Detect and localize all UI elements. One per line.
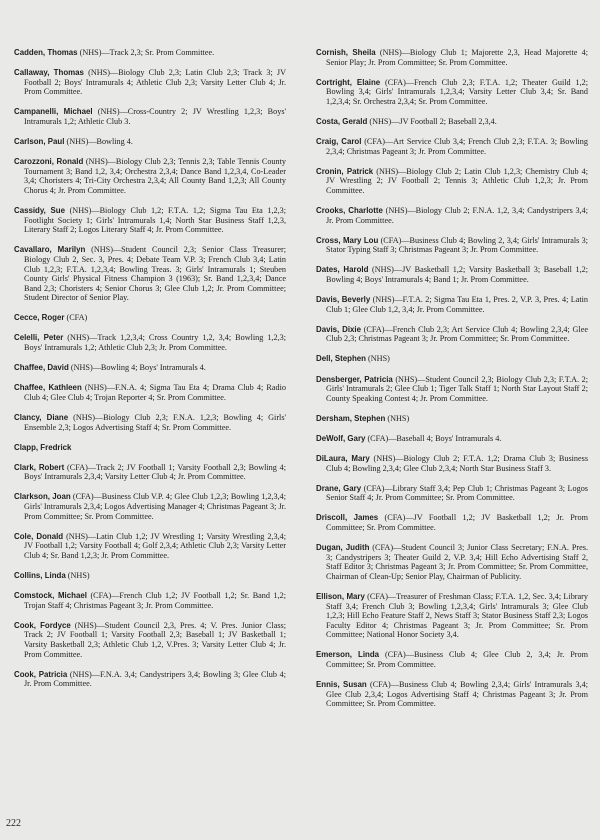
student-activities: (CFA)—Treasurer of Freshman Class; F.T.A. 1,2, Sec. 3,4; Library Staff 3,4; French Club 3; Bowling 1,2,3,4; Girls' Intramurals 3; Glee Club 1,2,3; Hill Echo Feature Staff 2, News Staff 3; Stator Business Staff 2,3; Logos Faculty Editor 4; Christmas Pageant 3; Jr. Prom Committee; Sr. Prom Committee; National Honor Society 3,4.: [326, 591, 588, 640]
senior-entry: [14, 621, 286, 659]
student-name: Costa, Gerald: [316, 116, 368, 126]
senior-entry: [14, 68, 286, 97]
student-activities: (CFA)—French Club 2,3; F.T.A. 1,2; Theater Guild 1,2; Bowling 3,4; Girls' Intramurals 1,2,3,4; Varsity Letter Club 3,4; Sr. Band 1,2,3,4; Sr. Orchestra 2,3,4; Sr. Prom Committee.: [326, 77, 588, 106]
senior-entry: [14, 206, 286, 235]
senior-entry: [316, 78, 588, 107]
student-activities: (NHS)—Bowling 4.: [64, 137, 133, 147]
student-name: Callaway, Thomas: [14, 68, 84, 78]
student-activities: (NHS)—F.N.A. 3,4; Candystripers 3,4; Bowling 3; Glee Club 4; Jr. Prom Committee.: [24, 669, 286, 689]
student-activities: (NHS)—F.T.A. 2; Sigma Tau Eta 1, Pres. 2, V.P. 3, Pres. 4; Latin Club 1; Glee Club 1,2, 3,4; Jr. Prom Committee.: [326, 295, 588, 314]
student-activities: (NHS)—F.N.A. 4; Sigma Tau Eta 4; Drama Club 4; Radio Club 4; Glee Club 4; Trojan Reporter 4; Sr. Prom Committee.: [24, 383, 286, 402]
student-name: Dersham, Stephen: [316, 413, 386, 423]
student-name: Cortright, Elaine: [316, 77, 381, 87]
senior-entry: [14, 245, 286, 303]
student-activities: (CFA)—French Club 1,2; JV Football 1,2; Sr. Band 1,2; Trojan Staff 4; Christmas Pageant 3; Jr. Prom Committee.: [24, 591, 286, 610]
student-name: Ennis, Susan: [316, 680, 367, 690]
student-activities: (NHS)—JV Football 2; Baseball 2,3,4.: [367, 116, 497, 126]
student-activities: (CFA)—French Club 2,3; Art Service Club 4; Bowling 2,3,4; Glee Club 2,3; Christmas Pageant 3; Jr. Prom Committee; Sr. Prom Committee.: [326, 324, 588, 344]
student-name: Ellison, Mary: [316, 591, 365, 601]
senior-entry: [316, 354, 588, 364]
student-activities: (CFA)—Library Staff 3,4; Pep Club 1; Christmas Pageant 3; Logos Senior Staff 4; Jr. Prom Committee; Sr. Prom Committee.: [326, 483, 588, 503]
student-name: Cecce, Roger: [14, 313, 65, 323]
student-name: Cassidy, Sue: [14, 206, 66, 216]
right-column: [316, 48, 588, 719]
student-name: Clapp, Fredrick: [14, 442, 72, 452]
senior-entry: [14, 383, 286, 402]
student-name: Cronin, Patrick: [316, 166, 374, 176]
student-name: Craig, Carol: [316, 137, 362, 147]
senior-entry: [14, 463, 286, 482]
senior-entry: [316, 117, 588, 127]
senior-entry: [316, 592, 588, 640]
senior-entry: [14, 571, 286, 581]
student-activities: (NHS)—Student Council 2,3; Senior Class Treasurer; Biology Club 2, Sec. 3, Pres. 4; Debate Team V.P. 3; French Club 3,4; Latin Club 1,2,3; F.T.A. 1,2,3,4; Bowling Treas. 3; Girls' Intramurals 1; Steuben County Girls' Physical Fitness Champion 3 (1963); Sr. Band 1,2,3,4; Dance Band 2,3; Choristers 4; Senior Chorus 3; Glee Club 1,2; Jr. Prom Committee; Student Director of Senior Play.: [24, 245, 286, 303]
student-name: Chaffee, David: [14, 363, 69, 373]
student-activities: (CFA)—Baseball 4; Boys' Intramurals 4.: [365, 433, 502, 443]
student-name: Cornish, Sheila: [316, 48, 376, 57]
student-activities: (NHS)—Track 1,2,3,4; Cross Country 1,2, 3,4; Bowling 1,2,3; Boys' Intramurals 1,2; Athletic Club 2,3; Jr. Prom Committee.: [24, 333, 286, 353]
senior-entry: [316, 454, 588, 473]
student-name: Cook, Fordyce: [14, 620, 71, 630]
student-name: Emerson, Linda: [316, 650, 380, 660]
senior-entry: [14, 591, 286, 610]
senior-entry: [316, 414, 588, 424]
left-column: [14, 48, 286, 699]
senior-entry: [316, 543, 588, 581]
senior-entry: [316, 48, 588, 67]
student-name: Celelli, Peter: [14, 333, 64, 343]
student-activities: (NHS)—Track 2,3; Sr. Prom Committee.: [77, 48, 215, 57]
senior-entry: [316, 295, 588, 314]
student-activities: (NHS)—Biology Club 2; F.T.A. 1,2; Drama Club 3; Business Club 4; Bowling 2,3,4; Glee Club 2,3,4; North Star Business Staff 3.: [326, 454, 589, 473]
student-activities: (NHS)—Student Council 2,3; Biology Club 2,3; F.T.A. 2; Girls' Intramurals 2; Glee Club 1; Tiger Talk Staff 1; North Star Layout Staff 2; County Speaking Contest 4; Jr. Prom Committee.: [326, 374, 588, 403]
student-activities: (NHS)—Bowling 4; Boys' Intramurals 4.: [68, 363, 206, 373]
student-name: Carozzoni, Ronald: [14, 157, 84, 167]
student-activities: (CFA)—Art Service Club 3,4; French Club 2,3; F.T.A. 3; Bowling 2,3,4; Christmas Pageant 3; Jr. Prom Committee.: [326, 137, 588, 156]
student-name: Drane, Gary: [316, 483, 362, 493]
senior-entry: [316, 650, 588, 669]
student-name: Collins, Linda: [14, 570, 66, 580]
student-activities: (NHS): [385, 413, 410, 423]
student-name: Cook, Patricia: [14, 669, 68, 679]
student-activities: (NHS)—Biology Club 2,3; Tennis 2,3; Table Tennis County Tournament 3; Band 1,2, 3,4; Orchestra 2,3,4; Dance Band 1,2,3,4, Co-Leader 3,4; Choristers 4; Tri-City Orchestra 2,3,4; All County Band 1,2,3; All County Chorus 4; Jr. Prom Committee.: [24, 157, 286, 195]
student-activities: (CFA): [64, 313, 88, 323]
senior-entry: [14, 532, 286, 561]
student-name: Carlson, Paul: [14, 137, 65, 147]
student-name: Densberger, Patricia: [316, 374, 393, 384]
student-name: Driscoll, James: [316, 513, 379, 523]
student-activities: (CFA)—Business Club 4; Bowling 2, 3,4; Girls' Intramurals 3; Stator Typing Staff 3; Christmas Pageant 3; Jr. Prom Committee.: [326, 235, 588, 255]
student-activities: (NHS)—Cross-Country 2; JV Wrestling 1,2,3; Boys' Intramurals 1,2; Athletic Club 3.: [24, 107, 286, 126]
student-activities: (NHS): [65, 570, 90, 580]
senior-entry: [316, 236, 588, 255]
senior-entry: [14, 443, 286, 453]
senior-entry: [316, 265, 588, 284]
senior-entry: [316, 206, 588, 225]
senior-entry: [14, 333, 286, 352]
student-name: DiLaura, Mary: [316, 454, 370, 464]
student-activities: (NHS)—Biology Club 2; Latin Club 1,2,3; Chemistry Club 4; JV Wrestling 2; JV Football 2; Tennis 3; Athletic Club 1,2,3; Jr. Prom Committee.: [326, 166, 588, 195]
student-name: Dell, Stephen: [316, 354, 366, 364]
student-activities: (NHS)—Biology Club 1; Majorette 2,3, Head Majorette 4; Senior Play; Jr. Prom Committee; Sr. Prom Committee.: [326, 48, 588, 67]
student-name: Cross, Mary Lou: [316, 235, 379, 245]
student-activities: (NHS)—Biology Club 2; F.N.A. 1,2, 3,4; Candystripers 3,4; Jr. Prom Committee.: [326, 206, 588, 225]
student-name: Crooks, Charlotte: [316, 206, 383, 216]
student-activities: (CFA)—Track 2; JV Football 1; Varsity Football 2,3; Bowling 4; Boys' Intramurals 2,3,4; Varsity Letter Club 4; Jr. Prom Committee.: [24, 462, 286, 482]
student-name: Comstock, Michael: [14, 591, 87, 601]
student-name: Clancy, Diane: [14, 412, 69, 422]
page-number: 222: [6, 818, 21, 829]
student-activities: (NHS)—Latin Club 1,2; JV Wrestling 1; Varsity Wrestling 2,3,4; JV Football 1,2; Varsity Football 4; Golf 2,3,4; Athletic Club 2,3; Varsity Letter Club 4; Sr. Band 1,2,3; Jr. Prom Committee.: [24, 531, 286, 560]
student-name: Davis, Dixie: [316, 324, 361, 334]
student-activities: (CFA)—Business Club V.P. 4; Glee Club 1,2,3; Bowling 1,2,3,4; Girls' Intramurals 2,3,4; Logos Advertising Manager 4; Christmas Pageant 3; Jr. Prom Committee; Sr. Prom Committee.: [24, 492, 286, 521]
senior-entry: [14, 492, 286, 521]
senior-entry: [316, 375, 588, 404]
senior-entry: [14, 363, 286, 373]
senior-entry: [14, 157, 286, 195]
student-name: Cadden, Thomas: [14, 48, 78, 57]
student-name: Dates, Harold: [316, 265, 369, 275]
student-name: Davis, Beverly: [316, 295, 371, 305]
student-activities: (CFA)—Business Club 4; Bowling 2,3,4; Girls' Intramurals 3,4; Glee Club 2,3,4; Logos Advertising Staff 4; Christmas Pageant 3; Jr. Prom Committee; Sr. Prom Committee.: [326, 680, 588, 709]
student-activities: (CFA)—JV Football 1,2; JV Basketball 1,2; Jr. Prom Committee; Sr. Prom Committee.: [326, 513, 588, 532]
senior-entry: [316, 167, 588, 196]
senior-entry: [14, 313, 286, 323]
student-activities: (NHS): [365, 354, 390, 364]
student-activities: (CFA)—Student Council 3; Junior Class Secretary; F.N.A. Pres. 3; Candystripers 3; Theater Guild 2, V.P. 3,4; Hill Echo Advertising Staff 2, Staff Editor 3; Christmas Pageant 3; Jr. Prom Committee; Sr. Prom Committee, Chairman of Clean-Up; Senior Play, Chairman of Publicity.: [326, 543, 588, 581]
senior-entry: [14, 413, 286, 432]
senior-entry: [316, 484, 588, 503]
student-name: Clark, Robert: [14, 462, 65, 472]
student-activities: (NHS)—JV Basketball 1,2; Varsity Basketball 3; Baseball 1,2; Bowling 4; Boys' Intramurals 4; Band 1; Jr. Prom Committee.: [326, 265, 589, 284]
senior-entry: [316, 680, 588, 709]
student-name: Cavallaro, Marilyn: [14, 245, 86, 255]
student-activities: (NHS)—Student Council 2,3, Pres. 4; V. Pres. Junior Class; Track 2; JV Football 1; Varsity Football 2,3; Baseball 1; JV Basketball 1; Varsity Basketball 2,3; Athletic Club 1,2, V.Pres. 3; Varsity Letter Club 4; Jr. Prom Committee.: [24, 620, 286, 659]
student-activities: (NHS)—Biology Club 1,2; F.T.A. 1,2; Sigma Tau Eta 1,2,3; Footlight Society 1; Girls' Intramurals 1,4; North Star Business Staff 1,2,3, Literary Staff 2; Logos Literary Staff 4; Jr. Prom Committee.: [24, 206, 286, 235]
student-name: DeWolf, Gary: [316, 433, 366, 443]
senior-entry: [14, 107, 286, 126]
student-name: Campanelli, Michael: [14, 107, 93, 117]
senior-entry: [14, 670, 286, 689]
student-name: Dugan, Judith: [316, 543, 370, 553]
senior-entry: [14, 48, 286, 58]
student-name: Chaffee, Kathleen: [14, 383, 82, 393]
senior-entry: [14, 137, 286, 147]
student-activities: (NHS)—Biology Club 2,3; Latin Club 2,3; Track 3; JV Football 2; Boys' Intramurals 4; Athletic Club 2,3; Varsity Letter Club 4; Jr. Prom Committee.: [24, 68, 286, 97]
senior-entry: [316, 137, 588, 156]
student-activities: (NHS)—Biology Club 2,3; F.N.A. 1,2,3; Bowling 4; Girls' Ensemble 2,3; Logos Advertising Staff 4; Sr. Prom Committee.: [24, 412, 286, 432]
senior-entry: [316, 434, 588, 444]
student-activities: (CFA)—Business Club 4; Glee Club 2, 3,4; Jr. Prom Committee; Sr. Prom Committee.: [326, 650, 588, 670]
student-name: Clarkson, Joan: [14, 492, 71, 502]
senior-entry: [316, 513, 588, 532]
student-name: Cole, Donald: [14, 531, 64, 541]
senior-entry: [316, 325, 588, 344]
